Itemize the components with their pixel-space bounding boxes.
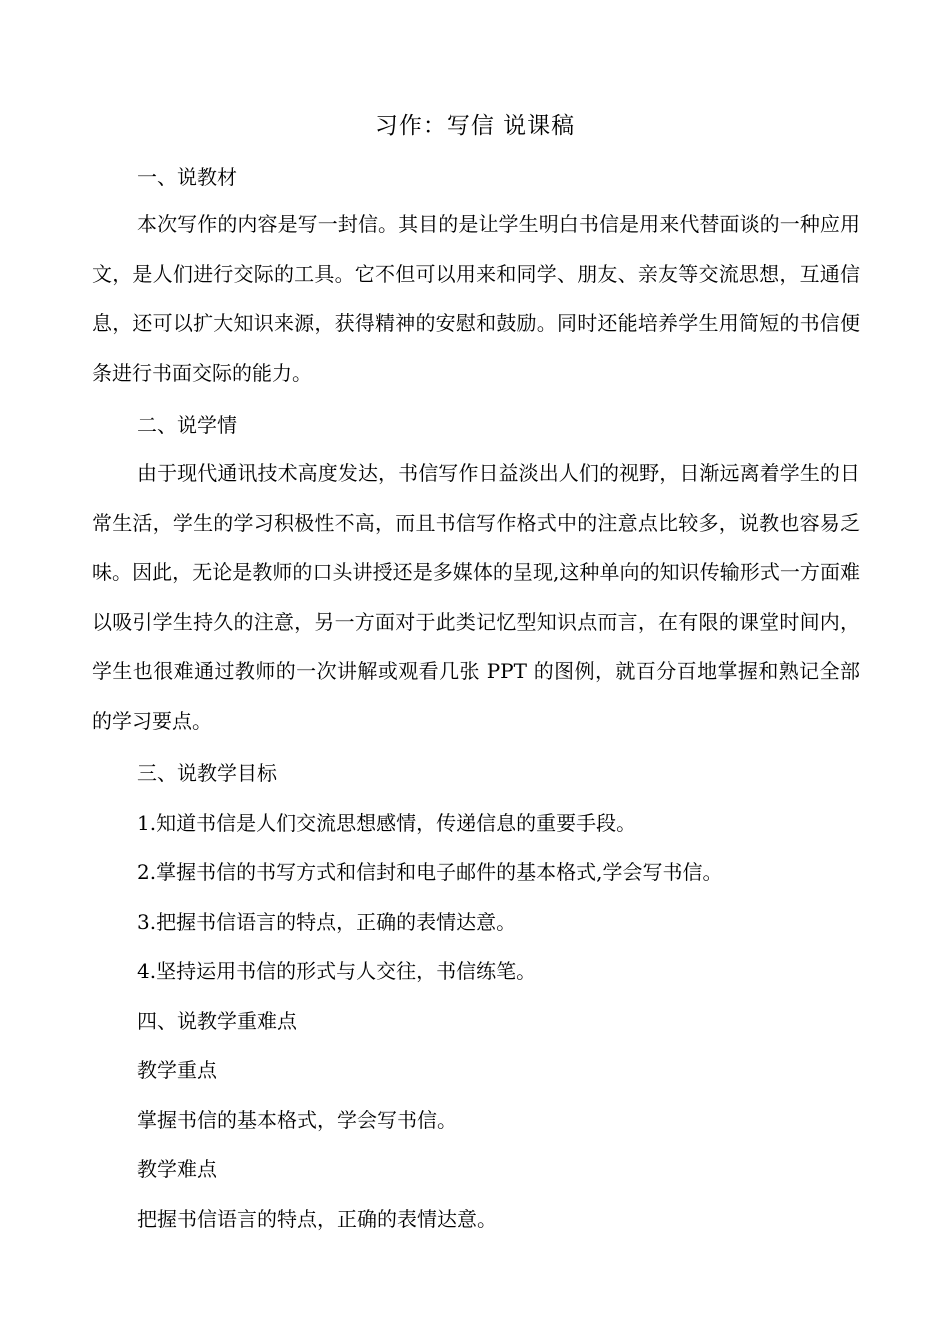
section-heading-key-points: 四、说教学重难点 <box>137 1009 297 1033</box>
objective-item: 1.知道书信是人们交流思想感情，传递信息的重要手段。 <box>137 811 637 835</box>
paragraph-students: 由于现代通讯技术高度发达，书信写作日益淡出人们的视野，日渐远离着学生的日常生活，学生的学习积极性不高，而且书信写作格式中的注意点比较多，说教也容易乏味。因此，无论是教师的口头讲授还是多媒体的呈现,这种单向的知识传输形式一方面难以吸引学生持久的注意，另一方面对于此类记忆型知识点而言，在有限的课堂时间内，学生也很难通过教师的一次讲解或观看几张 PPT 的图例，就百分百地掌握和熟记全部的学习要点。 <box>92 461 860 733</box>
difficult-point-label: 教学难点 <box>137 1157 217 1181</box>
difficult-point-text: 把握书信语言的特点，正确的表情达意。 <box>137 1207 497 1231</box>
section-heading-students: 二、说学情 <box>137 413 237 437</box>
document-title: 习作：写信 说课稿 <box>374 113 576 139</box>
key-point-label: 教学重点 <box>137 1058 217 1082</box>
objective-item: 2.掌握书信的书写方式和信封和电子邮件的基本格式,学会写书信。 <box>137 860 723 884</box>
objective-item: 4.坚持运用书信的形式与人交往，书信练笔。 <box>137 959 537 983</box>
section-heading-textbook: 一、说教材 <box>137 165 237 189</box>
objective-item: 3.把握书信语言的特点，正确的表情达意。 <box>137 910 517 934</box>
section-heading-objectives: 三、说教学目标 <box>137 761 277 785</box>
key-point-text: 掌握书信的基本格式，学会写书信。 <box>137 1108 457 1132</box>
paragraph-textbook: 本次写作的内容是写一封信。其目的是让学生明白书信是用来代替面谈的一种应用文，是人们进行交际的工具。它不但可以用来和同学、朋友、亲友等交流思想，互通信息，还可以扩大知识来源，获得精神的安慰和鼓励。同时还能培养学生用简短的书信便条进行书面交际的能力。 <box>92 212 860 385</box>
